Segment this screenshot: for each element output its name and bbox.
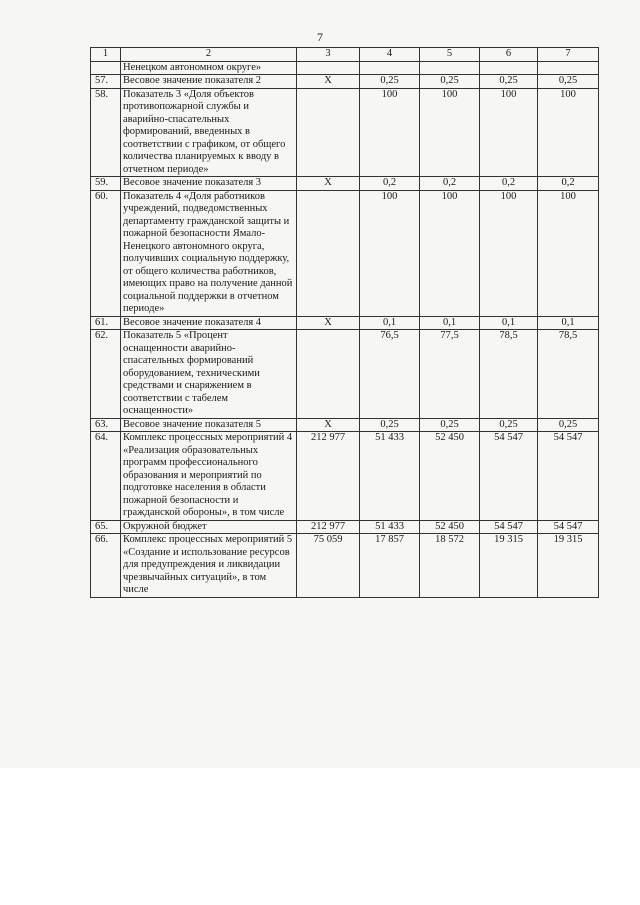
header-cell: 1 (91, 48, 121, 62)
value-cell-col6: 0,2 (480, 177, 538, 191)
value-cell-col5: 0,25 (420, 418, 480, 432)
row-number-cell: 64. (91, 432, 121, 521)
header-cell: 4 (360, 48, 420, 62)
table-row (91, 88, 599, 177)
row-description-cell: Показатель 4 «Доля работников учреждений, подведомственных департаменту гражданской защиты и пожарной безопасности Ямало-Ненецкого автономного округа, получивших социальную поддержку, от общего количества работников, имеющих право на получение данной социальной поддержки в отчетном периоде» (121, 190, 297, 316)
value-cell-col4: 100 (360, 190, 420, 316)
row-number-cell: 61. (91, 316, 121, 330)
value-cell-col7 (538, 61, 599, 75)
row-description-cell: Весовое значение показателя 2 (121, 75, 297, 89)
table-row (91, 61, 599, 75)
header-cell: 2 (121, 48, 297, 62)
value-cell-col6: 54 547 (480, 432, 538, 521)
row-description-cell: Ненецком автономном округе» (121, 61, 297, 75)
header-cell: 3 (297, 48, 360, 62)
table-row (91, 75, 599, 89)
value-cell-col5: 0,25 (420, 75, 480, 89)
value-cell-col5: 0,1 (420, 316, 480, 330)
value-cell-col7: 78,5 (538, 330, 599, 419)
value-cell-col5: 0,2 (420, 177, 480, 191)
row-description-cell: Комплекс процессных мероприятий 4 «Реализация образовательных программ профессионального образования и мероприятий по подготовке населения в области пожарной безопасности и гражданской обороны», в том числе (121, 432, 297, 521)
row-description-cell: Весовое значение показателя 3 (121, 177, 297, 191)
value-cell-col3: 75 059 (297, 534, 360, 598)
value-cell-col4: 76,5 (360, 330, 420, 419)
value-cell-col3: Х (297, 316, 360, 330)
value-cell-col6: 0,25 (480, 418, 538, 432)
row-number-cell: 63. (91, 418, 121, 432)
value-cell-col7: 54 547 (538, 432, 599, 521)
value-cell-col4: 51 433 (360, 432, 420, 521)
value-cell-col6: 100 (480, 88, 538, 177)
value-cell-col5: 100 (420, 88, 480, 177)
value-cell-col7: 100 (538, 88, 599, 177)
row-description-cell: Окружной бюджет (121, 520, 297, 534)
row-number-cell (91, 61, 121, 75)
value-cell-col5: 77,5 (420, 330, 480, 419)
value-cell-col6: 54 547 (480, 520, 538, 534)
page-number: 7 (317, 30, 323, 44)
value-cell-col6: 19 315 (480, 534, 538, 598)
row-number-cell: 58. (91, 88, 121, 177)
value-cell-col3: Х (297, 177, 360, 191)
header-cell: 5 (420, 48, 480, 62)
table-row (91, 177, 599, 191)
value-cell-col6: 0,25 (480, 75, 538, 89)
value-cell-col4: 0,25 (360, 75, 420, 89)
value-cell-col6 (480, 61, 538, 75)
value-cell-col4 (360, 61, 420, 75)
value-cell-col3: 212 977 (297, 520, 360, 534)
value-cell-col5: 52 450 (420, 520, 480, 534)
value-cell-col3: Х (297, 418, 360, 432)
value-cell-col4: 0,25 (360, 418, 420, 432)
value-cell-col3 (297, 88, 360, 177)
value-cell-col3: Х (297, 75, 360, 89)
table-row (91, 316, 599, 330)
value-cell-col5: 18 572 (420, 534, 480, 598)
value-cell-col7: 100 (538, 190, 599, 316)
table-row (91, 190, 599, 316)
header-cell: 6 (480, 48, 538, 62)
value-cell-col6: 78,5 (480, 330, 538, 419)
value-cell-col4: 0,1 (360, 316, 420, 330)
row-number-cell: 66. (91, 534, 121, 598)
value-cell-col7: 19 315 (538, 534, 599, 598)
header-cell: 7 (538, 48, 599, 62)
value-cell-col3: 212 977 (297, 432, 360, 521)
row-description-cell: Весовое значение показателя 5 (121, 418, 297, 432)
value-cell-col7: 0,2 (538, 177, 599, 191)
row-number-cell: 65. (91, 520, 121, 534)
table-row (91, 534, 599, 598)
value-cell-col7: 0,1 (538, 316, 599, 330)
table-row (91, 432, 599, 521)
row-description-cell: Показатель 5 «Процент оснащенности аварийно-спасательных формирований оборудованием, техническими средствами и снаряжением в соответствии с табелем оснащенности» (121, 330, 297, 419)
value-cell-col7: 0,25 (538, 418, 599, 432)
value-cell-col3 (297, 330, 360, 419)
row-description-cell: Весовое значение показателя 4 (121, 316, 297, 330)
row-number-cell: 59. (91, 177, 121, 191)
table-row (91, 418, 599, 432)
value-cell-col6: 0,1 (480, 316, 538, 330)
row-number-cell: 60. (91, 190, 121, 316)
value-cell-col7: 54 547 (538, 520, 599, 534)
row-description-cell: Показатель 3 «Доля объектов противопожарной службы и аварийно-спасательных формирований, введенных в соответствии с графиком, от общего количества планируемых к вводу в отчетном периоде» (121, 88, 297, 177)
value-cell-col5: 100 (420, 190, 480, 316)
value-cell-col5: 52 450 (420, 432, 480, 521)
table-row (91, 330, 599, 419)
value-cell-col7: 0,25 (538, 75, 599, 89)
value-cell-col3 (297, 190, 360, 316)
value-cell-col6: 100 (480, 190, 538, 316)
row-number-cell: 57. (91, 75, 121, 89)
value-cell-col3 (297, 61, 360, 75)
value-cell-col4: 17 857 (360, 534, 420, 598)
row-number-cell: 62. (91, 330, 121, 419)
value-cell-col4: 100 (360, 88, 420, 177)
data-table (90, 47, 599, 598)
value-cell-col5 (420, 61, 480, 75)
row-description-cell: Комплекс процессных мероприятий 5 «Создание и использование ресурсов для предупреждения и ликвидации чрезвычайных ситуаций», в том числе (121, 534, 297, 598)
value-cell-col4: 51 433 (360, 520, 420, 534)
value-cell-col4: 0,2 (360, 177, 420, 191)
header-row (91, 48, 599, 62)
table-row (91, 520, 599, 534)
